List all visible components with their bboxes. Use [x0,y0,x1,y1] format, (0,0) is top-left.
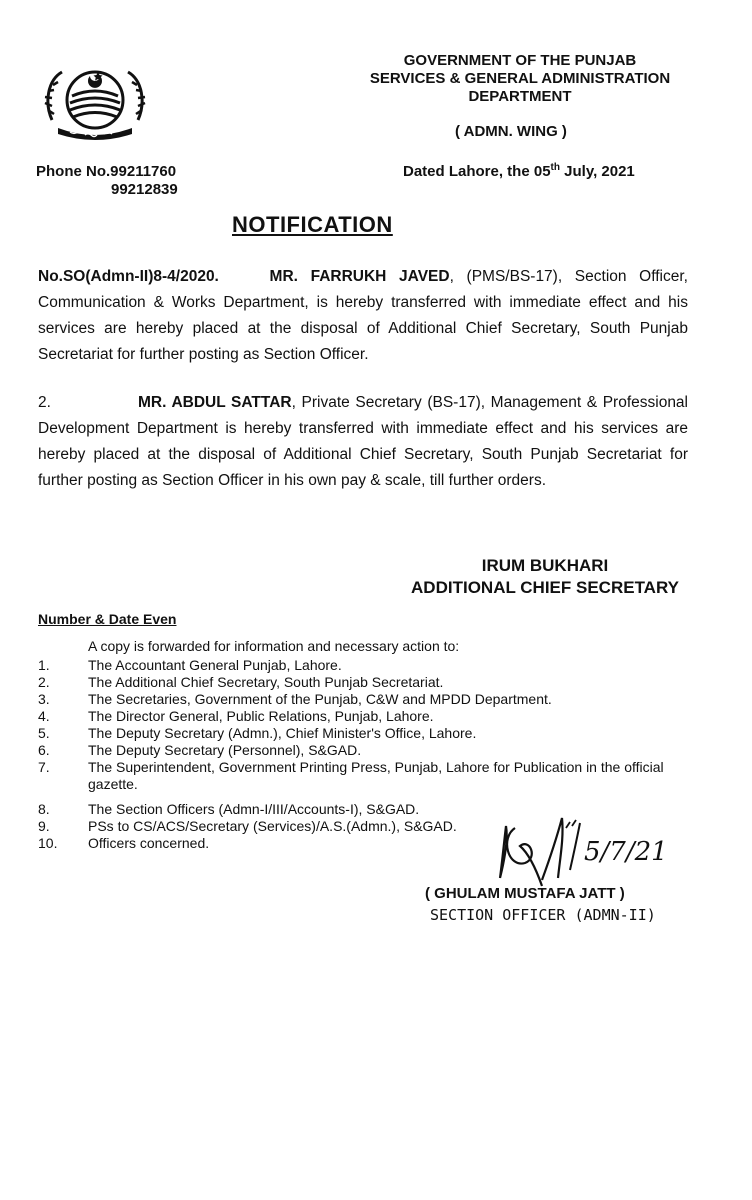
list-item-number: 7. [38,759,50,775]
notification-title: NOTIFICATION [232,212,393,237]
government-header [340,52,700,106]
list-item [38,674,698,691]
paragraph-2-body: , Private Secretary (BS-17), Management & Professional Development Department is hereby transferred with immediate effect and his services are hereby placed at the disposal of Additional Chief Secretary, South Punjab Secretariat for further posting as Section Officer in his own pay & scale, till further orders. [38,394,688,489]
list-item [38,725,698,742]
section-officer-name: ( GHULAM MUSTAFA JATT ) [425,885,625,902]
paragraph-2-number: 2. [38,394,51,411]
signatory-designation: ADDITIONAL CHIEF SECRETARY [411,578,679,597]
officer-name-1: MR. FARRUKH JAVED [269,268,450,285]
list-item-number: 9. [38,818,50,834]
phone-number-1: Phone No.99211760 [36,163,177,180]
list-item-number: 2. [38,674,50,690]
list-item-number: 8. [38,801,50,817]
list-item [38,657,698,674]
dated-line [403,162,635,180]
list-item-text: Officers concerned. [88,835,210,851]
list-item-number: 3. [38,691,50,707]
phone-number-2: 99212839 [111,181,178,198]
number-date-even: Number & Date Even [38,611,177,627]
list-item-number: 6. [38,742,50,758]
list-item-text: The Deputy Secretary (Admn.), Chief Minister's Office, Lahore. [88,725,477,741]
signatory-block [395,555,695,599]
list-item-text: The Superintendent, Government Printing Press, Punjab, Lahore for Publication in the official gazette. [88,759,664,792]
govt-line-1: GOVERNMENT OF THE PUNJAB [403,52,637,69]
govt-line-2: SERVICES & GENERAL ADMINISTRATION [369,70,671,87]
dated-prefix: Dated Lahore, the 05 [403,163,551,180]
officer-name-2: MR. ABDUL SATTAR [138,394,292,411]
handwritten-date: 5/7/21 [584,837,668,867]
govt-line-3: DEPARTMENT [468,88,572,105]
copy-forwarded-line: A copy is forwarded for information and necessary action to: [88,638,460,654]
admn-wing: ( ADMN. WING ) [455,123,567,140]
list-item [38,759,698,793]
list-item-text: The Secretaries, Government of the Punjab, C&W and MPDD Department. [88,691,552,707]
section-officer-title: SECTION OFFICER (ADMN-II) [430,906,656,924]
signatory-name: IRUM BUKHARI [481,556,609,575]
list-item-text: The Director General, Public Relations, Punjab, Lahore. [88,708,434,724]
list-item-number: 10. [38,835,58,851]
list-item-text: The Accountant General Punjab, Lahore. [88,657,342,673]
list-item [38,691,698,708]
list-item-text: The Additional Chief Secretary, South Punjab Secretariat. [88,674,444,690]
paragraph-2 [38,390,688,494]
punjab-emblem-logo [40,62,150,144]
list-item-number: 4. [38,708,50,724]
paragraph-1-body: , (PMS/BS-17), Section Officer, Communication & Works Department, is hereby transferred with immediate effect and his services are hereby placed at the disposal of Additional Chief Secretary, South Punjab Secretariat for further posting as Section Officer. [38,268,688,363]
list-item-text: PSs to CS/ACS/Secretary (Services)/A.S.(Admn.), S&GAD. [88,818,457,834]
list-item-number: 5. [38,725,50,741]
list-item-text: The Deputy Secretary (Personnel), S&GAD. [88,742,362,758]
list-item [38,742,698,759]
list-item-text: The Section Officers (Admn-I/III/Accounts-I), S&GAD. [88,801,420,817]
list-item-number: 1. [38,657,50,673]
paragraph-1 [38,264,688,368]
dated-suffix: July, 2021 [560,163,635,180]
reference-number: No.SO(Admn-II)8-4/2020. [38,268,219,285]
list-item [38,708,698,725]
dated-sup: th [550,162,560,173]
